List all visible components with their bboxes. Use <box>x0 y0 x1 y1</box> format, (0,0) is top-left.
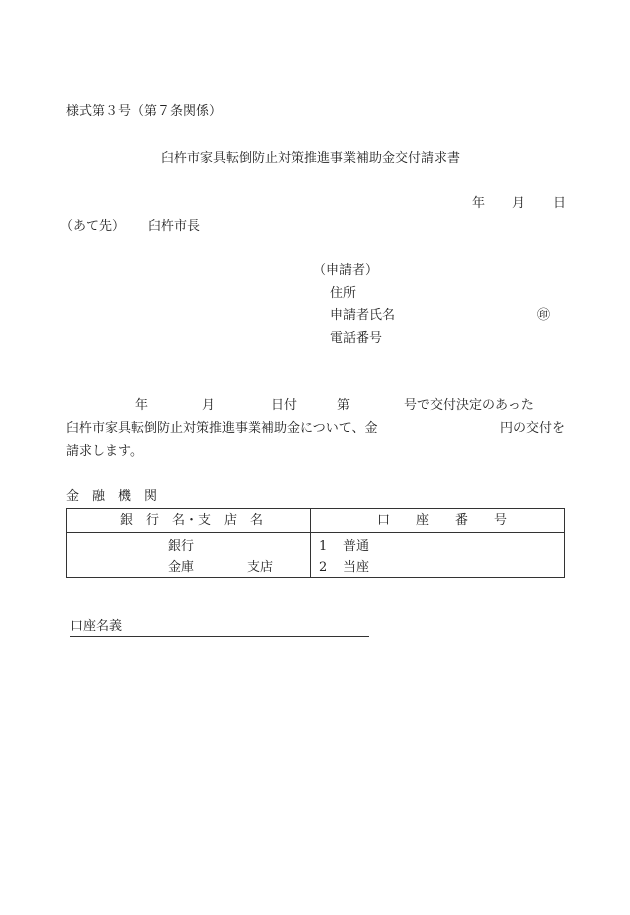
seal-mark: ㊞ <box>537 308 551 323</box>
phone-label: 電話番号 <box>330 331 383 346</box>
addressee-label: （あて先） <box>60 219 126 234</box>
applicant-name-label: 申請者氏名 <box>330 308 396 323</box>
account-holder-label: 口座名義 <box>70 619 123 634</box>
bank-heading: 金 融 機 関 <box>66 489 158 504</box>
body-dai: 第 <box>337 398 351 413</box>
body-line3: 請求します。 <box>66 444 143 459</box>
body-line2-right: 円の交付を <box>500 421 566 436</box>
document-title: 臼杵市家具転倒防止対策推進事業補助金交付請求書 <box>161 151 461 166</box>
row2-account-type: 当座 <box>343 560 370 575</box>
table-column-divider <box>310 509 311 577</box>
date-year: 年 <box>472 196 486 211</box>
form-number: 様式第３号（第７条関係） <box>66 104 223 119</box>
applicant-heading: （申請者） <box>313 263 379 278</box>
row2-account-no: 2 <box>319 560 328 575</box>
body-go: 号で交付決定のあった <box>404 398 534 413</box>
body-line2-left: 臼杵市家具転倒防止対策推進事業補助金について、金 <box>66 421 378 436</box>
account-holder-field <box>70 620 369 637</box>
body-day: 日付 <box>271 398 298 413</box>
account-number-header: 口 座 番 号 <box>377 513 508 528</box>
row2-branch-label: 支店 <box>247 560 274 575</box>
row1-account-no: 1 <box>319 539 328 554</box>
bank-table <box>66 508 565 578</box>
row1-account-type: 普通 <box>343 539 370 554</box>
row1-bank-label: 銀行 <box>168 539 195 554</box>
address-label: 住所 <box>330 286 357 301</box>
body-year: 年 <box>135 398 149 413</box>
row2-bank-label: 金庫 <box>168 560 195 575</box>
date-day: 日 <box>553 196 567 211</box>
addressee-name: 臼杵市長 <box>148 219 201 234</box>
body-month: 月 <box>202 398 216 413</box>
date-month: 月 <box>512 196 526 211</box>
table-header-divider <box>67 532 564 533</box>
bank-branch-header: 銀 行 名・支 店 名 <box>120 513 264 528</box>
